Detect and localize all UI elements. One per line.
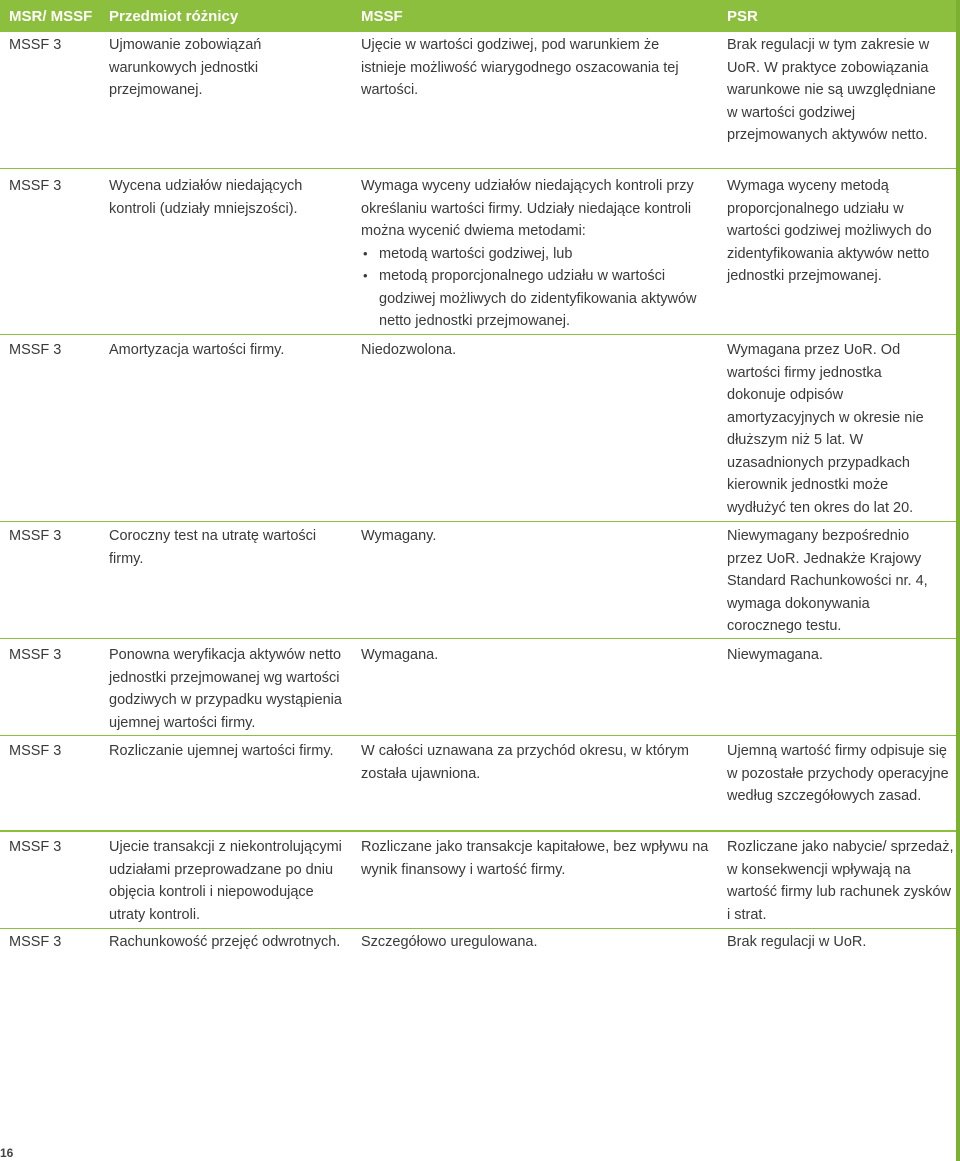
- subject-cell: Coroczny test na utratę wartości firmy.: [109, 528, 317, 567]
- subject-cell: Rachunkowość przejęć odwrotnych.: [109, 934, 341, 950]
- psr-cell: Wymagana przez UoR. Od wartości firmy jednostka dokonuje odpisów amortyzacyjnych w okresie nie dłuższym niż 5 lat. W uzasadnionych przypadkach kierownik jednostki może wydłużyć ten okres do lat 20.: [727, 342, 924, 516]
- subject-cell: Amortyzacja wartości firmy.: [109, 342, 285, 358]
- row-divider: [0, 334, 960, 335]
- list-item: • metodą wartości godziwej, lub: [361, 243, 706, 266]
- standard-cell: MSSF 3: [9, 934, 62, 950]
- subject-cell: Ponowna weryfikacja aktywów netto jednostki przejmowanej wg wartości godziwych w przypadku wystąpienia ujemnej wartości firmy.: [109, 647, 342, 731]
- row-divider: [0, 521, 960, 522]
- page-edge-accent: [956, 0, 960, 1161]
- header-standard: MSR/ MSSF: [9, 8, 93, 25]
- row-divider: [0, 928, 960, 929]
- standard-cell: MSSF 3: [9, 342, 62, 358]
- subject-cell: Wycena udziałów niedających kontroli (udziały mniejszości).: [109, 178, 303, 217]
- psr-cell: Niewymagana.: [727, 647, 823, 663]
- list-item: • metodą proporcjonalnego udziału w wartości godziwej możliwych do zidentyfikowania aktywów netto jednostki przejmowanej.: [361, 265, 706, 333]
- ifrs-text: Wymaga wyceny udziałów niedających kontroli przy określaniu wartości firmy. Udziały niedające kontroli można wycenić dwiema metodami:: [361, 178, 694, 239]
- psr-cell: Brak regulacji w tym zakresie w UoR. W praktyce zobowiązania warunkowe nie są uwzględniane w wartości godziwej przejmowanych aktywów netto.: [727, 37, 936, 143]
- header-ifrs: MSSF: [361, 8, 403, 25]
- section-divider: [0, 830, 960, 832]
- psr-cell: Rozliczane jako nabycie/ sprzedaż, w konsekwencji wpływają na wartość firmy lub rachunek zysków i strat.: [727, 839, 954, 923]
- subject-cell: Ujmowanie zobowiązań warunkowych jednostki przejmowanej.: [109, 37, 262, 98]
- ifrs-cell: Wymagana.: [361, 647, 439, 663]
- psr-cell: Wymaga wyceny metodą proporcjonalnego udziału w wartości godziwej możliwych do zidentyfikowania aktywów netto jednostki przejmowanej.: [727, 178, 932, 284]
- standard-cell: MSSF 3: [9, 839, 62, 855]
- header-psr: PSR: [727, 8, 758, 25]
- standard-cell: MSSF 3: [9, 528, 62, 544]
- psr-cell: Ujemną wartość firmy odpisuje się w pozostałe przychody operacyjne według szczegółowych zasad.: [727, 743, 949, 804]
- row-divider: [0, 638, 960, 639]
- standard-cell: MSSF 3: [9, 178, 62, 194]
- method-list: [361, 243, 706, 333]
- subject-cell: Ujecie transakcji z niekontrolującymi udziałami przeprowadzane po dniu objęcia kontroli i niepowodujące utraty kontroli.: [109, 839, 342, 923]
- ifrs-cell: Rozliczane jako transakcje kapitałowe, bez wpływu na wynik finansowy i wartość firmy.: [361, 839, 709, 878]
- row-divider: [0, 168, 960, 169]
- ifrs-cell: [361, 175, 706, 333]
- standard-cell: MSSF 3: [9, 647, 62, 663]
- standard-cell: MSSF 3: [9, 37, 62, 53]
- page-number: 16: [0, 1146, 14, 1160]
- standard-cell: MSSF 3: [9, 743, 62, 759]
- ifrs-cell: Ujęcie w wartości godziwej, pod warunkiem że istnieje możliwość wiarygodnego oszacowania tej wartości.: [361, 37, 679, 98]
- ifrs-cell: W całości uznawana za przychód okresu, w którym została ujawniona.: [361, 743, 689, 782]
- header-subject: Przedmiot różnicy: [109, 8, 239, 25]
- ifrs-cell: Niedozwolona.: [361, 342, 457, 358]
- ifrs-cell: Szczegółowo uregulowana.: [361, 934, 538, 950]
- table-header: [0, 0, 960, 32]
- subject-cell: Rozliczanie ujemnej wartości firmy.: [109, 743, 334, 759]
- psr-cell: Niewymagany bezpośrednio przez UoR. Jednakże Krajowy Standard Rachunkowości nr. 4, wymaga dokonywania corocznego testu.: [727, 528, 928, 634]
- row-divider: [0, 735, 960, 736]
- psr-cell: Brak regulacji w UoR.: [727, 934, 867, 950]
- ifrs-cell: Wymagany.: [361, 528, 437, 544]
